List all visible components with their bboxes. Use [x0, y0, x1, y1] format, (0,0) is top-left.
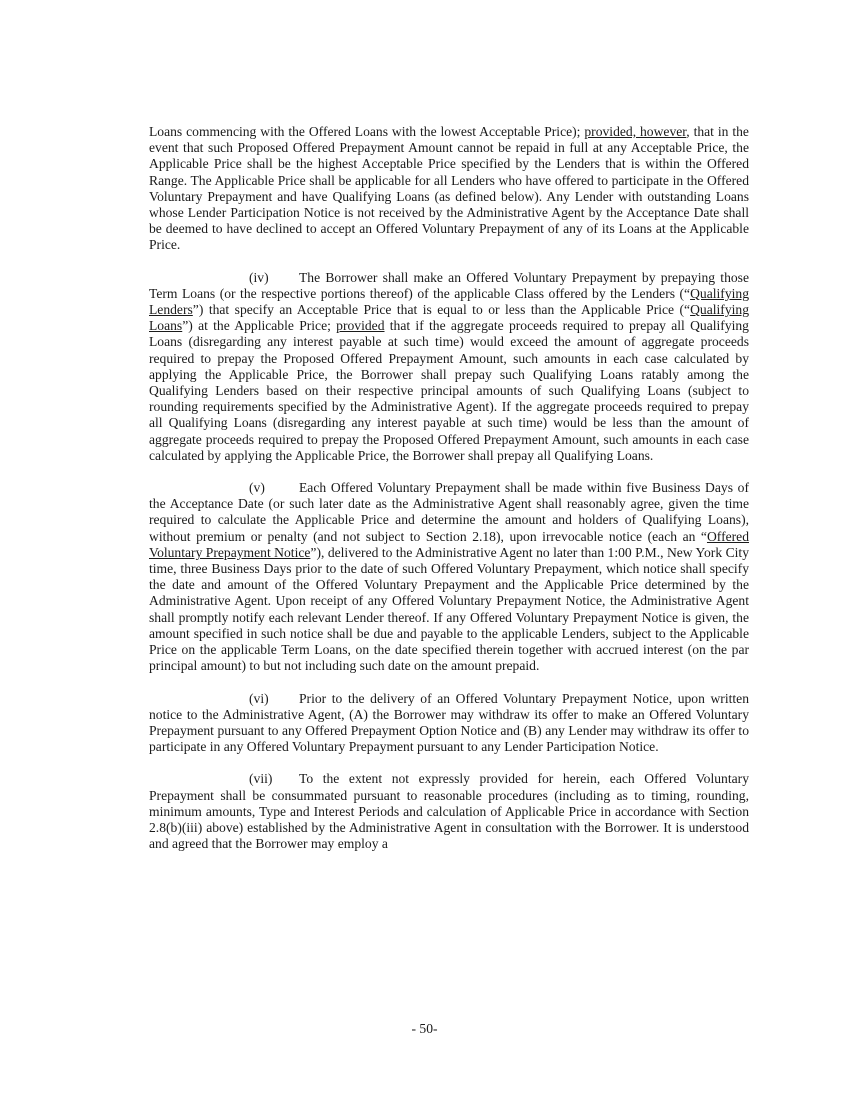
text-segment: Loans commencing with the Offered Loans with the lowest Acceptable Price); [149, 124, 585, 139]
text-segment: ”) that specify an Acceptable Price that is equal to or less than the Applicable Price (“ [192, 302, 691, 318]
text-segment: Each Offered Voluntary Prepayment shall be made within five Business Days of the Acceptance Date (or such later date as the Administrative Agent shall reasonably agree, given the time required to calculate the Applicable Price and determine the amount and holders of Qualifying Loans), without premium or penalty (and not subject to Section 2.18), upon irrevocable notice (each an “ [149, 480, 749, 544]
defined-term: provided, however [584, 124, 687, 139]
text-segment: The Borrower shall make an Offered Voluntary Prepayment by prepaying those Term Loans (or the respective portions thereof) of the applicable Class offered by the Lenders (“ [149, 269, 749, 301]
page-number: - 50- [411, 1021, 438, 1036]
defined-term: Qualifying Loans [149, 302, 749, 334]
clause-number: (v) [249, 480, 265, 496]
text-segment: , that in the event that such Proposed Offered Prepayment Amount cannot be repaid in full at any Acceptable Price, the Applicable Price shall be the highest Acceptable Price specified by the Lenders that is within the Offered Range. The Applicable Price shall be applicable for all Lenders who have offered to participate in the Offered Voluntary Prepayment and have Qualifying Loans (as defined below). Any Lender with outstanding Loans whose Lender Participation Notice is not received by the Administrative Agent by the Acceptance Date shall be deemed to have declined to accept an Offered Voluntary Prepayment of any of its Loans at the Applicable Price. [149, 124, 749, 253]
clause-number: (vii) [249, 771, 273, 787]
defined-term: Qualifying Lenders [149, 285, 749, 318]
document-body [149, 124, 749, 868]
clause-number: (vi) [249, 690, 269, 706]
clause-number: (iv) [249, 269, 269, 285]
defined-term: Offered Voluntary Prepayment Notice [149, 528, 749, 560]
paragraph-vii [149, 771, 749, 852]
defined-term: provided [336, 318, 385, 334]
text-segment: Prior to the delivery of an Offered Voluntary Prepayment Notice, upon written notice to the Administrative Agent, (A) the Borrower may withdraw its offer to make an Offered Voluntary Prepayment pursuant to any Offered Prepayment Option Notice and (B) any Lender may withdraw its offer to participate in any Offered Voluntary Prepayment pursuant to any Lender Participation Notice. [149, 690, 749, 755]
text-segment: To the extent not expressly provided for herein, each Offered Voluntary Prepayment shall be consummated pursuant to reasonable procedures (including as to timing, rounding, minimum amounts, Type and Interest Periods and calculation of Applicable Price in accordance with Section 2.8(b)(iii) above) established by the Administrative Agent in consultation with the Borrower. It is understood and agreed that the Borrower may employ a [149, 771, 749, 852]
paragraph-iv [149, 270, 749, 464]
paragraph-vi [149, 691, 749, 756]
text-segment: that if the aggregate proceeds required to prepay all Qualifying Loans (disregarding any interest payable at such time) would exceed the amount of aggregate proceeds required to prepay the Proposed Offered Prepayment Amount, such amounts in each case calculated by applying the Applicable Price, the Borrower shall prepay such Qualifying Loans ratably among the Qualifying Lenders based on their respective principal amounts of such Qualifying Loans (subject to rounding requirements specified by the Administrative Agent). If the aggregate proceeds required to prepay all Qualifying Loans (disregarding any interest payable at such time) would be less than the amount of aggregate proceeds required to prepay the Proposed Offered Prepayment Amount, such amounts in each case calculated by applying the Applicable Price, the Borrower shall prepay all Qualifying Loans. [149, 318, 749, 463]
paragraph-v [149, 480, 749, 674]
text-segment: ”) at the Applicable Price; [182, 318, 337, 334]
paragraph-continuation [149, 124, 749, 254]
text-segment: ”), delivered to the Administrative Agent no later than 1:00 P.M., New York City time, three Business Days prior to the date of such Offered Voluntary Prepayment, which notice shall specify the date and amount of the Offered Voluntary Prepayment and the Applicable Price determined by the Administrative Agent. Upon receipt of any Offered Voluntary Prepayment Notice, the Administrative Agent shall promptly notify each relevant Lender thereof. If any Offered Voluntary Prepayment Notice is given, the amount specified in such notice shall be due and payable to the applicable Lenders, subject to the Applicable Price on the applicable Term Loans, on the date specified therein together with accrued interest (on the par principal amount) to but not including such date on the amount prepaid. [149, 544, 749, 674]
